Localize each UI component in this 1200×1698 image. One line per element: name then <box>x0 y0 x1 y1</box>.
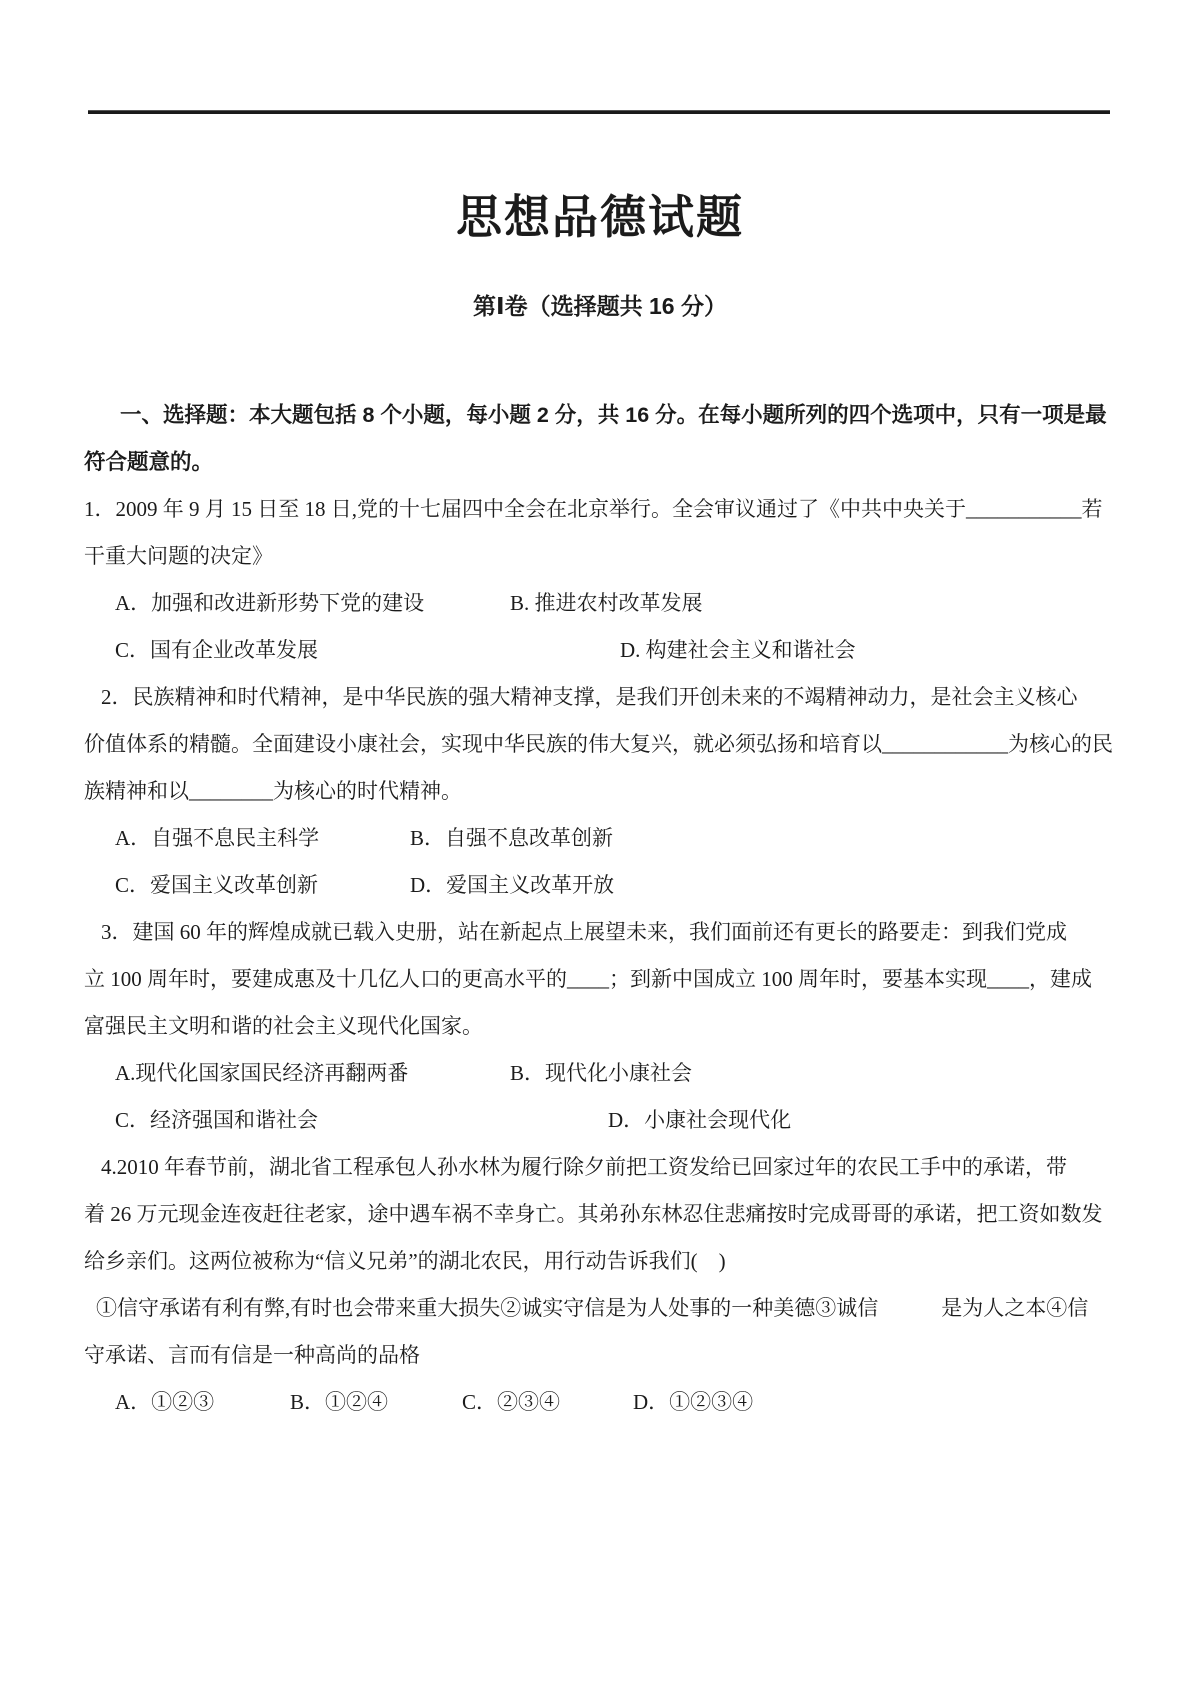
question-2-options-row-cd <box>84 862 1118 909</box>
question-4-option-c: C．②③④ <box>462 1390 561 1414</box>
question-3-options-row-ab <box>84 1050 1118 1097</box>
question-3-options-row-cd <box>84 1097 1118 1144</box>
question-2-line-3: 族精神和以________为核心的时代精神。 <box>84 779 462 803</box>
section-header: 第Ⅰ卷（选择题共 16 分） <box>473 293 727 319</box>
question-4-option-d: D．①②③④ <box>633 1390 754 1414</box>
intro-line-2: 符合题意的。 <box>84 450 214 474</box>
question-4-options-row <box>84 1379 1118 1426</box>
question-3-option-c: C．经济强国和谐社会 <box>115 1108 319 1132</box>
question-4-subitems-line-2: 守承诺、言而有信是一种高尚的品格 <box>84 1343 420 1367</box>
exam-title: 思想品德试题 <box>456 191 744 243</box>
exam-body <box>84 392 1118 1426</box>
question-2-line-1: 2．民族精神和时代精神，是中华民族的强大精神支撑，是我们开创未来的不竭精神动力，是社会主义核心 <box>101 685 1078 709</box>
question-2-line-2: 价值体系的精髓。全面建设小康社会，实现中华民族的伟大复兴，就必须弘扬和培育以____________为核心的民 <box>84 732 1113 756</box>
question-3-line-2: 立 100 周年时，要建成惠及十几亿人口的更高水平的____；到新中国成立 100 周年时，要基本实现____，建成 <box>84 967 1092 991</box>
question-4-line-1: 4.2010 年春节前，湖北省工程承包人孙水林为履行除夕前把工资发给已回家过年的农民工手中的承诺，带 <box>101 1155 1067 1179</box>
question-1-option-d: D. 构建社会主义和谐社会 <box>620 638 856 662</box>
question-1-line-1: 1．2009 年 9 月 15 日至 18 日,党的十七届四中全会在北京举行。全会审议通过了《中共中央关于___________若 <box>84 497 1103 521</box>
question-3-option-a: A.现代化国家国民经济再翻两番 <box>115 1061 409 1085</box>
question-3-line-3: 富强民主文明和谐的社会主义现代化国家。 <box>84 1014 483 1038</box>
question-1-option-a: A．加强和改进新形势下党的建设 <box>115 591 425 615</box>
question-4-option-a: A．①②③ <box>115 1390 215 1414</box>
question-3-line-1: 3．建国 60 年的辉煌成就已载入史册，站在新起点上展望未来，我们面前还有更长的路要走：到我们党成 <box>101 920 1067 944</box>
question-3-option-d: D．小康社会现代化 <box>608 1108 792 1132</box>
question-1-option-b: B. 推进农村改革发展 <box>510 591 703 615</box>
question-1-options-row-ab <box>84 580 1118 627</box>
question-2-option-c: C．爱国主义改革创新 <box>115 873 319 897</box>
question-3-option-b: B．现代化小康社会 <box>510 1061 693 1085</box>
question-4-line-3: 给乡亲们。这两位被称为“信义兄弟”的湖北农民，用行动告诉我们( ) <box>84 1249 726 1273</box>
question-1-options-row-cd <box>84 627 1118 674</box>
question-2-option-b: B．自强不息改革创新 <box>410 826 614 850</box>
intro-line-1: 一、选择题：本大题包括 8 个小题，每小题 2 分，共 16 分。在每小题所列的四个选项中，只有一项是最 <box>120 403 1107 427</box>
question-1-option-c: C．国有企业改革发展 <box>115 638 319 662</box>
question-4-line-2: 着 26 万元现金连夜赶往老家，途中遇车祸不幸身亡。其弟孙东林忍住悲痛按时完成哥哥的承诺，把工资如数发 <box>84 1202 1103 1226</box>
question-1-line-2: 干重大问题的决定》 <box>84 544 273 568</box>
header-rule <box>88 110 1110 114</box>
question-4-option-b: B．①②④ <box>290 1390 389 1414</box>
question-4-subitems-line-1: ①信守承诺有利有弊,有时也会带来重大损失②诚实守信是为人处事的一种美德③诚信 是为人之本④信 <box>96 1296 1089 1320</box>
question-2-option-a: A．自强不息民主科学 <box>115 826 320 850</box>
question-2-option-d: D．爱国主义改革开放 <box>410 873 615 897</box>
question-2-options-row-ab <box>84 815 1118 862</box>
